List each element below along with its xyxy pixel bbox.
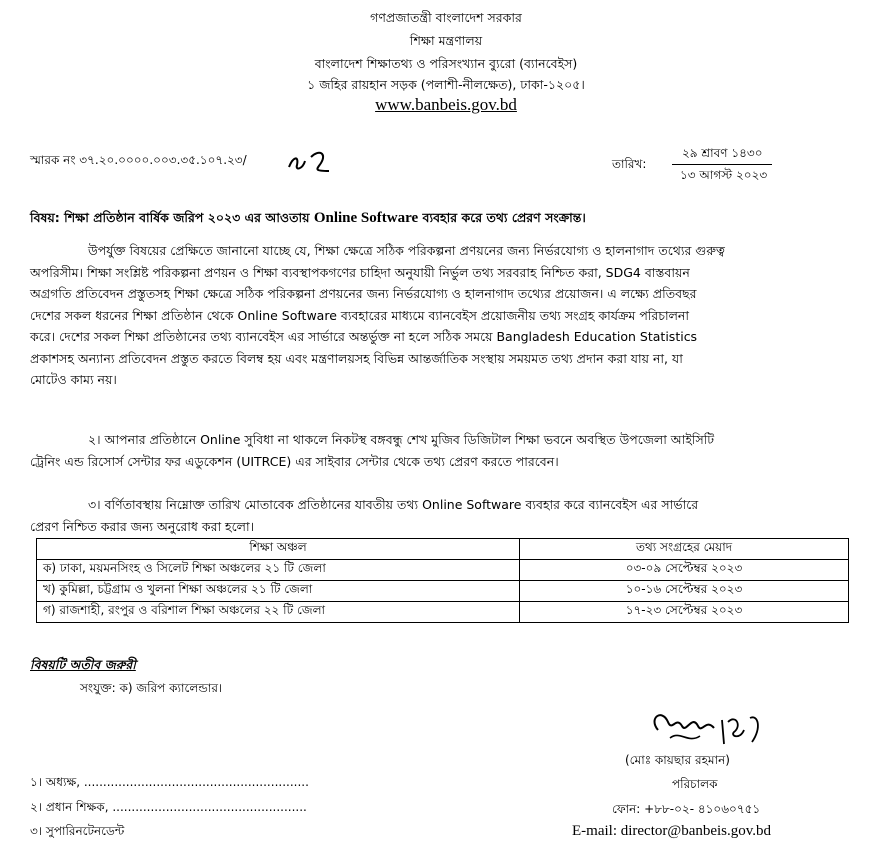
office-address: ১ জহির রায়হান সড়ক (পলাশী-নীলক্ষেত), ঢাকা-১২০৫। [307,77,585,92]
table-cell-region: গ) রাজশাহী, রংপুর ও বরিশাল শিক্ষা অঞ্চলের ২২ টি জেলা [37,602,520,623]
subject-text-en: Online Software [313,210,419,226]
paragraph-line: মোটেও কাম্য নয়। [30,372,117,387]
signer-email: E-mail: director@banbeis.gov.bd [572,823,772,839]
recipient-line: ১। অধ্যক্ষ, ........................................................... [30,775,309,789]
table-row [37,602,849,623]
signer-phone: ফোন: +৮৮-০২- ৪১০৬০৭৫১ [612,802,761,816]
recipient-line: ২। প্রধান শিক্ষক, ................................................... [30,800,307,814]
collection-schedule-table [36,538,849,623]
date-english: ১৩ আগস্ট ২০২৩ [680,168,768,182]
paragraph-line: দেশের সকল ধরনের শিক্ষা প্রতিষ্ঠান থেকে Online Software ব্যবহারের মাধ্যমে ব্যানবেইস প্রয়োজনীয় তথ্য সংগ্রহ কার্যক্রম পরিচালনা [30,307,690,323]
website-wrap [0,95,892,115]
paragraph-line: ট্রেনিং এন্ড রিসোর্স সেন্টার ফর এডুকেশন (UITRCE) এর সাইবার সেন্টার থেকে তথ্য প্রেরণ করতে পারবেন। [30,453,559,469]
paragraph-line: প্রেরণ নিশ্চিত করার জন্য অনুরোধ করা হলো। [30,518,255,534]
website-link[interactable]: www.banbeis.gov.bd [375,95,517,114]
paragraph-line: করে। দেশের সকল শিক্ষা প্রতিষ্ঠানের তথ্য ব্যানবেইস এর সার্ভারে অন্তর্ভুক্ত না হলে সঠিক সময়ে Bangladesh Education Statistics [30,329,698,344]
table-header-period: তথ্য সংগ্রহের মেয়াদ [520,539,849,560]
paragraph-2 [30,429,870,472]
handwritten-number [285,145,345,177]
attachment-note: সংযুক্ত: ক) জরিপ ক্যালেন্ডার। [80,681,223,695]
paragraph-3 [30,494,870,537]
table-cell-region: খ) কুমিল্লা, চট্টগ্রাম ও খুলনা শিক্ষা অঞ্চলের ২১ টি জেলা [37,581,520,602]
paragraph-line: অপরিসীম। শিক্ষা সংশ্লিষ্ট পরিকল্পনা প্রণয়ন ও শিক্ষা ব্যবস্থাপকগণের চাহিদা অনুযায়ী নির্ভুল তথ্য সরবরাহ নিশ্চিত করা, SDG4 বাস্তবায়ন [30,264,690,280]
paragraph-line: ৩। বর্ণিতাবস্থায় নিম্নোক্ত তারিখ মোতাবেক প্রতিষ্ঠানের যাবতীয় তথ্য Online Software ব্যবহার করে ব্যানবেইস এর সার্ভারে [88,497,699,512]
table-row [37,581,849,602]
table-cell-period: ১৭-২৩ সেপ্টেম্বর ২০২৩ [520,602,849,623]
ministry-name: শিক্ষা মন্ত্রণালয় [409,33,483,48]
signer-title: পরিচালক [672,777,718,791]
paragraph-line: ২। আপনার প্রতিষ্ঠানে Online সুবিধা না থাকলে নিকটস্থ বঙ্গবন্ধু শেখ মুজিব ডিজিটাল শিক্ষা ভবনে অবস্থিত উপজেলা আইসিটি [88,432,715,447]
subject-text-2: ব্যবহার করে তথ্য প্রেরণ সংক্রান্ত। [422,210,586,225]
memo-ref: স্মারক নং ৩৭.২০.০০০০.০০৩.৩৫.১০৭.২৩/ [30,153,247,167]
table-header-region: শিক্ষা অঞ্চল [37,539,520,560]
urgent-note: বিষয়টি অতীব জরুরী [30,657,136,672]
paragraph-line: প্রকাশসহ অন্যান্য প্রতিবেদন প্রস্তুত করতে বিলম্ব হয় এবং মন্ত্রণালয়সহ বিভিন্ন আন্তর্জাতিক সংস্থায় সময়মত তথ্য প্রদান করা যায় না, যা [30,350,683,366]
signer-name: (মোঃ কায়ছার রহমান) [625,753,730,767]
date-label: তারিখ: [612,157,647,171]
table-cell-period: ০৩-০৯ সেপ্টেম্বর ২০২৩ [520,560,849,581]
recipient-line: ৩। সুপারিনটেনডেন্ট [30,824,125,838]
table-cell-region: ক) ঢাকা, ময়মনসিংহ ও সিলেট শিক্ষা অঞ্চলের ২১ টি জেলা [37,560,520,581]
date-divider [672,164,772,165]
subject-text-1: শিক্ষা প্রতিষ্ঠান বার্ষিক জরিপ ২০২৩ এর আওতায় [64,210,310,225]
subject-line [30,210,586,230]
paragraph-line: উপর্যুক্ত বিষয়ের প্রেক্ষিতে জানানো যাচ্ছে যে, শিক্ষা ক্ষেত্রে সঠিক পরিকল্পনা প্রণয়নের জন্য নির্ভরযোগ্য ও হালনাগাদ তথ্যের গুরুত্ব [88,243,725,258]
table-row [37,560,849,581]
bureau-name: বাংলাদেশ শিক্ষাতথ্য ও পরিসংখ্যান ব্যুরো (ব্যানবেইস) [314,56,578,71]
paragraph-1 [30,240,870,391]
date-bengali: ২৯ শ্রাবণ ১৪৩০ [682,146,763,160]
table-cell-period: ১০-১৬ সেপ্টেম্বর ২০২৩ [520,581,849,602]
paragraph-line: অগ্রগতি প্রতিবেদন প্রস্তুতসহ শিক্ষা ক্ষেত্রে সঠিক পরিকল্পনা প্রণয়নের জন্য নির্ভরযোগ্য ও হালনাগাদ তথ্যের প্রয়োজন। এ লক্ষ্যে প্রতিবছর [30,286,697,301]
subject-label: বিষয়: [30,210,60,225]
table-header-row [37,539,849,560]
govt-name: গণপ্রজাতন্ত্রী বাংলাদেশ সরকার [370,10,522,25]
